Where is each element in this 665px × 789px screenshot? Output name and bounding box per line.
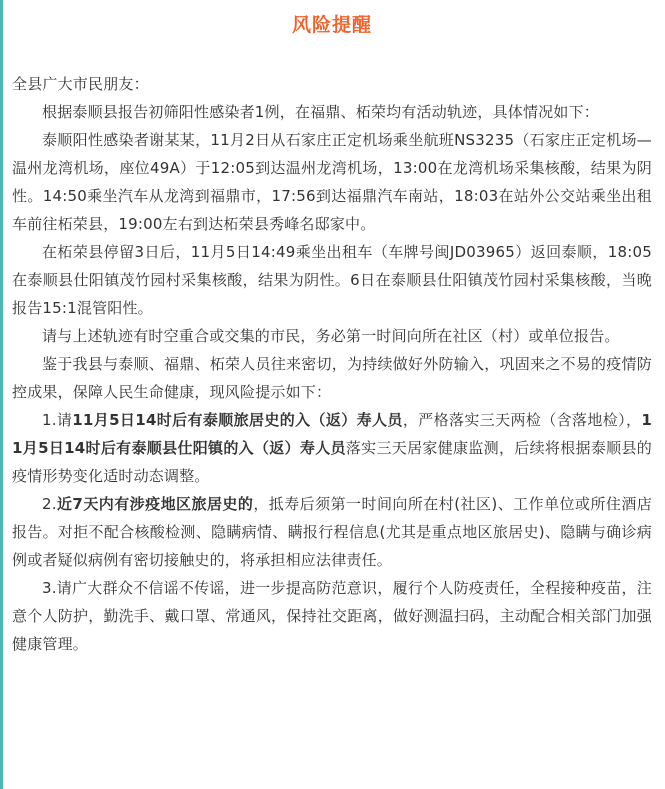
paragraph-intro: 根据泰顺县报告初筛阳性感染者1例，在福鼎、柘荣均有活动轨迹，具体情况如下：	[42, 103, 599, 121]
risk-item-2-text: ，抵寿后须第一时间向所在村(社区)、工作单位或所住酒店报告。对拒不配合核酸检测、隐瞒病情、瞒报行程信息(尤其是重点地区旅居史)、隐瞒与确诊病例或者疑似病例有密切接触史的，将承担相应法律责任。	[12, 495, 653, 569]
risk-item-2	[12, 490, 652, 574]
risk-item-1-emphasis-2: 11月5日14时后有泰顺县仕阳镇的入（返）寿人员	[12, 411, 653, 457]
paragraph-report-request: 请与上述轨迹有时空重合或交集的市民，务必第一时间向所在社区（村）或单位报告。	[42, 327, 620, 345]
risk-item-1-text-1: ，严格落实三天两检（含落地检），	[402, 411, 642, 429]
risk-item-1-emphasis-1: 11月5日14时后有泰顺旅居史的入（返）寿人员	[72, 411, 403, 429]
risk-item-1	[12, 406, 652, 490]
risk-item-1-text-2: 落实三天居家健康监测，后续将根据泰顺县的疫情形势变化适时动态调整。	[12, 439, 652, 485]
risk-item-2-emphasis: 近7天内有涉疫地区旅居史的	[56, 495, 254, 513]
greeting: 全县广大市民朋友：	[12, 75, 149, 93]
left-accent-rule	[0, 0, 3, 789]
title-spacer	[12, 40, 652, 70]
page-title: 风险提醒	[291, 14, 372, 36]
paragraph-risk-intro: 鉴于我县与泰顺、福鼎、柘荣人员往来密切，为持续做好外防输入，巩固来之不易的疫情防控成果，保障人民生命健康，现风险提示如下：	[12, 355, 652, 401]
paragraph-trajectory-1: 泰顺阳性感染者谢某某，11月2日从石家庄正定机场乘坐航班NS3235（石家庄正定机场—温州龙湾机场，座位49A）于12:05到达温州龙湾机场，13:00在龙湾机场采集核酸，结果为阴性。14:50乘坐汽车从龙湾到福鼎市，17:56到达福鼎汽车南站，18:03在站外公交站乘坐出租车前往柘荣县，19:00左右到达柘荣县秀峰名邸家中。	[12, 131, 652, 233]
risk-item-1-number: 1.请	[42, 411, 73, 429]
risk-item-3: 3.请广大群众不信谣不传谣，进一步提高防范意识，履行个人防疫责任，全程接种疫苗，注意个人防护，勤洗手、戴口罩、常通风，保持社交距离，做好测温扫码，主动配合相关部门加强健康管理。	[12, 579, 652, 653]
risk-item-2-number: 2.	[42, 495, 57, 513]
paragraph-trajectory-2: 在柘荣县停留3日后，11月5日14:49乘坐出租车（车牌号闽JD03965）返回泰顺，18:05在泰顺县仕阳镇茂竹园村采集核酸，结果为阴性。6日在泰顺县仕阳镇茂竹园村采集核酸，当晚报告15:1混管阳性。	[12, 243, 652, 317]
notice-document	[12, 0, 652, 658]
